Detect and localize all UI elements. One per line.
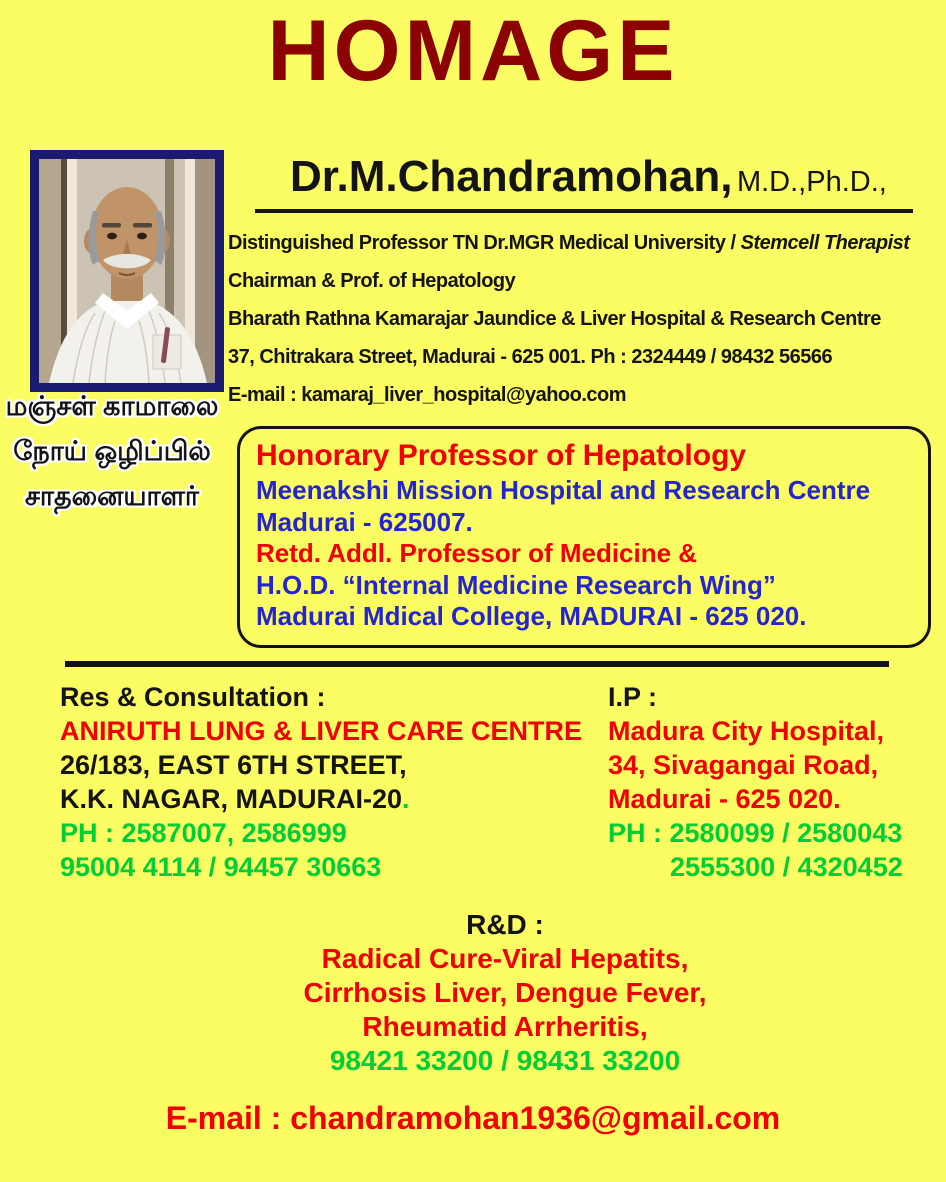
doctor-photo — [30, 150, 224, 392]
ip-address-road: 34, Sivagangai Road, — [608, 750, 879, 780]
rnd-phone: 98421 33200 / 98431 33200 — [329, 1045, 681, 1076]
doctor-degrees: M.D.,Ph.D., — [736, 166, 887, 198]
page-title: HOMAGE — [267, 3, 679, 99]
res-address-nagar-dot: . — [402, 784, 410, 814]
honors-box — [237, 426, 931, 648]
credential-line-chairman: Chairman & Prof. of Hepatology — [228, 270, 516, 292]
ip-section — [608, 680, 903, 884]
ip-phone-2: 2555300 / 4320452 — [670, 852, 903, 882]
ip-phone-1: PH : 2580099 / 2580043 — [608, 818, 903, 848]
rnd-section — [40, 908, 946, 1078]
res-consultation-section — [60, 680, 582, 884]
honors-hod-wing: H.O.D. “Internal Medicine Research Wing” — [256, 569, 776, 600]
tamil-caption-line-1: மஞ்சள் காமாலை — [5, 391, 219, 421]
ip-address-city: Madurai - 625 020. — [608, 784, 841, 814]
res-consultation-heading: Res & Consultation : — [60, 682, 326, 712]
res-address-street: 26/183, EAST 6TH STREET, — [60, 750, 407, 780]
res-phone-1: PH : 2587007, 2586999 — [60, 818, 347, 848]
credential-line-hospital: Bharath Rathna Kamarajar Jaundice & Liver Hospital & Research Centre — [228, 308, 881, 330]
doctor-name: Dr.M.Chandramohan, — [290, 152, 733, 201]
honors-madurai-pincode: Madurai - 625007. — [256, 506, 473, 537]
doctor-portrait-illustration — [39, 159, 215, 383]
ip-hospital-name: Madura City Hospital, — [608, 716, 885, 746]
rnd-cirrhosis-dengue: Cirrhosis Liver, Dengue Fever, — [303, 977, 707, 1008]
rnd-heading: R&D : — [466, 909, 544, 940]
res-address-nagar — [60, 782, 582, 816]
credential-stemcell-therapist: Stemcell Therapist — [740, 232, 910, 254]
honors-heading: Honorary Professor of Hepatology — [256, 439, 747, 472]
credential-line-email: E-mail : kamaraj_liver_hospital@yahoo.com — [228, 384, 627, 406]
res-centre-name: ANIRUTH LUNG & LIVER CARE CENTRE — [60, 716, 583, 746]
honors-meenakshi-hospital: Meenakshi Mission Hospital and Research Centre — [256, 475, 871, 505]
tamil-caption — [0, 384, 224, 519]
res-phone-2: 95004 4114 / 94457 30663 — [60, 852, 382, 882]
honors-retd-professor: Retd. Addl. Professor of Medicine & — [256, 538, 698, 568]
name-underline-rule — [255, 209, 913, 213]
credential-line-address-phone: 37, Chitrakara Street, Madurai - 625 001. Ph : 2324449 / 98432 56566 — [228, 346, 833, 368]
tamil-caption-line-3: சாதனையாளர் — [24, 481, 200, 511]
ip-heading: I.P : — [608, 682, 658, 712]
credential-line-university — [228, 224, 946, 262]
footer-email: E-mail : chandramohan1936@gmail.com — [165, 1100, 781, 1136]
res-address-nagar-text: K.K. NAGAR, MADURAI-20 — [60, 784, 403, 814]
rnd-hepatitis: Radical Cure-Viral Hepatits, — [321, 943, 689, 974]
section-divider-rule — [65, 661, 889, 667]
honors-medical-college: Madurai Mdical College, MADURAI - 625 020. — [256, 601, 807, 631]
doctor-name-line — [290, 152, 887, 202]
tamil-caption-line-2: நோய் ஒழிப்பில் — [13, 436, 211, 466]
credentials-block — [228, 224, 946, 414]
credential-university-text: Distinguished Professor TN Dr.MGR Medical University / — [228, 232, 741, 254]
rnd-rheumatoid: Rheumatid Arrheritis, — [362, 1011, 648, 1042]
